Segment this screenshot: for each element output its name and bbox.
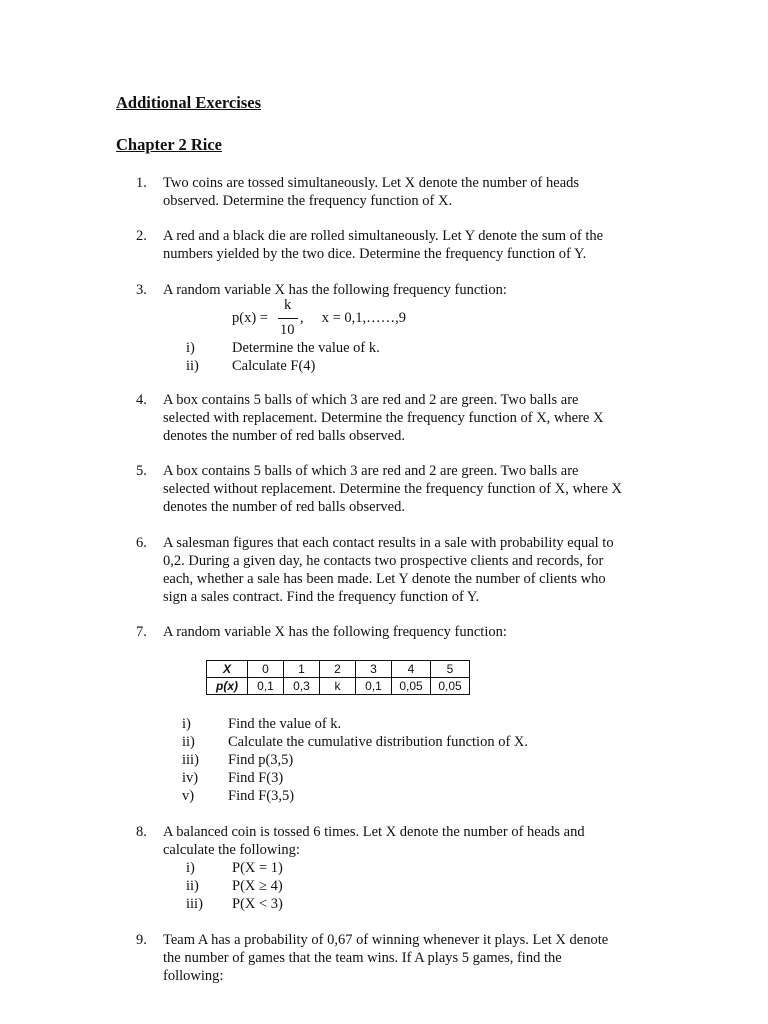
exercise-number: 6.	[136, 535, 147, 551]
sub-question-text: Find F(3)	[228, 770, 284, 786]
sub-question-label: i)	[186, 860, 195, 876]
formula-lhs: p(x) =	[232, 310, 268, 326]
sub-question	[186, 859, 486, 877]
exercise-text-line: A random variable X has the following frequency function:	[163, 282, 507, 298]
sub-question-text: Find p(3,5)	[228, 752, 294, 768]
table-cell: 0,05	[431, 678, 470, 695]
formula-numerator: k	[284, 297, 292, 313]
fraction-bar	[278, 318, 298, 319]
frequency-table	[206, 660, 470, 695]
exercise-text-line: selected without replacement. Determine the frequency function of X, where X	[163, 481, 622, 497]
exercise-text-line: sign a sales contract. Find the frequency function of Y.	[163, 589, 480, 605]
table-header-cell: X	[207, 661, 248, 678]
exercise-text-line: A balanced coin is tossed 6 times. Let X denote the number of heads and	[163, 824, 585, 840]
exercise-text-line: A box contains 5 balls of which 3 are red and 2 are green. Two balls are	[163, 463, 579, 479]
sub-question-label: v)	[182, 788, 195, 804]
formula-denominator: 10	[280, 322, 295, 338]
sub-question-label: ii)	[182, 734, 195, 750]
exercise-text-line: each, whether a sale has been made. Let Y denote the number of clients who	[163, 571, 606, 587]
table-cell: 5	[431, 661, 470, 678]
sub-question-label: ii)	[186, 878, 199, 894]
sub-question-label: i)	[182, 716, 191, 732]
sub-question-label: iii)	[186, 896, 203, 912]
sub-question-label: iii)	[182, 752, 199, 768]
table-row	[207, 661, 470, 678]
formula-rhs: , x = 0,1,……,9	[300, 310, 407, 326]
sub-question	[186, 339, 486, 357]
sub-question-text: P(X = 1)	[232, 860, 283, 876]
exercise-number: 2.	[136, 228, 147, 244]
sub-question	[182, 769, 602, 787]
sub-question	[186, 357, 486, 375]
sub-question-text: Find the value of k.	[228, 716, 342, 732]
table-cell: 1	[284, 661, 320, 678]
exercise-text-line: following:	[163, 968, 224, 984]
sub-question-text: P(X ≥ 4)	[232, 878, 283, 894]
sub-question-label: ii)	[186, 358, 199, 374]
sub-question-text: Find F(3,5)	[228, 788, 295, 804]
exercise-text-line: A box contains 5 balls of which 3 are red and 2 are green. Two balls are	[163, 392, 579, 408]
sub-question-text: Calculate F(4)	[232, 358, 316, 374]
table-cell: k	[320, 678, 356, 695]
sub-question	[182, 751, 602, 769]
exercise-number: 8.	[136, 824, 147, 840]
document-title: Additional Exercises	[116, 93, 261, 112]
exercise-text-line: denotes the number of red balls observed.	[163, 428, 405, 444]
exercise-text-line: A red and a black die are rolled simultaneously. Let Y denote the sum of the	[163, 228, 604, 244]
exercise-text-line: A salesman figures that each contact results in a sale with probability equal to	[163, 535, 614, 551]
sub-question	[182, 733, 602, 751]
table-cell: 0,1	[356, 678, 392, 695]
sub-question	[182, 787, 602, 805]
exercise-number: 1.	[136, 175, 147, 191]
exercise-number: 5.	[136, 463, 147, 479]
exercise-text-line: calculate the following:	[163, 842, 300, 858]
exercise-3-parts	[186, 339, 486, 375]
table-cell: 0,05	[392, 678, 431, 695]
sub-question-label: i)	[186, 340, 195, 356]
exercise-text-line: Team A has a probability of 0,67 of winning whenever it plays. Let X denote	[163, 932, 609, 948]
chapter-heading: Chapter 2 Rice	[116, 135, 223, 154]
table-header-cell: p(x)	[207, 678, 248, 695]
sub-question	[186, 895, 486, 913]
table-cell: 4	[392, 661, 431, 678]
exercise-text-line: 0,2. During a given day, he contacts two prospective clients and records, for	[163, 553, 604, 569]
table-cell: 0,1	[248, 678, 284, 695]
table-cell: 2	[320, 661, 356, 678]
table-cell: 3	[356, 661, 392, 678]
sub-question-text: P(X < 3)	[232, 896, 283, 912]
exercise-number: 7.	[136, 624, 147, 640]
exercise-8-parts	[186, 859, 486, 913]
sub-question-text: Calculate the cumulative distribution function of X.	[228, 734, 528, 750]
sub-question	[186, 877, 486, 895]
frequency-formula	[232, 298, 552, 338]
sub-question-label: iv)	[182, 770, 199, 786]
exercise-7-parts	[182, 715, 602, 805]
exercise-text-line: selected with replacement. Determine the frequency function of X, where X	[163, 410, 604, 426]
sub-question	[182, 715, 602, 733]
exercise-text-line: numbers yielded by the two dice. Determine the frequency function of Y.	[163, 246, 587, 262]
table-cell: 0	[248, 661, 284, 678]
exercise-text-line: A random variable X has the following frequency function:	[163, 624, 507, 640]
exercise-text-line: the number of games that the team wins. If A plays 5 games, find the	[163, 950, 562, 966]
exercise-text-line: observed. Determine the frequency function of X.	[163, 193, 453, 209]
table-cell: 0,3	[284, 678, 320, 695]
exercise-number: 9.	[136, 932, 147, 948]
exercise-number: 4.	[136, 392, 147, 408]
exercise-number: 3.	[136, 282, 147, 298]
table-row	[207, 678, 470, 695]
exercise-text-line: denotes the number of red balls observed.	[163, 499, 405, 515]
sub-question-text: Determine the value of k.	[232, 340, 380, 356]
exercise-text-line: Two coins are tossed simultaneously. Let X denote the number of heads	[163, 175, 580, 191]
